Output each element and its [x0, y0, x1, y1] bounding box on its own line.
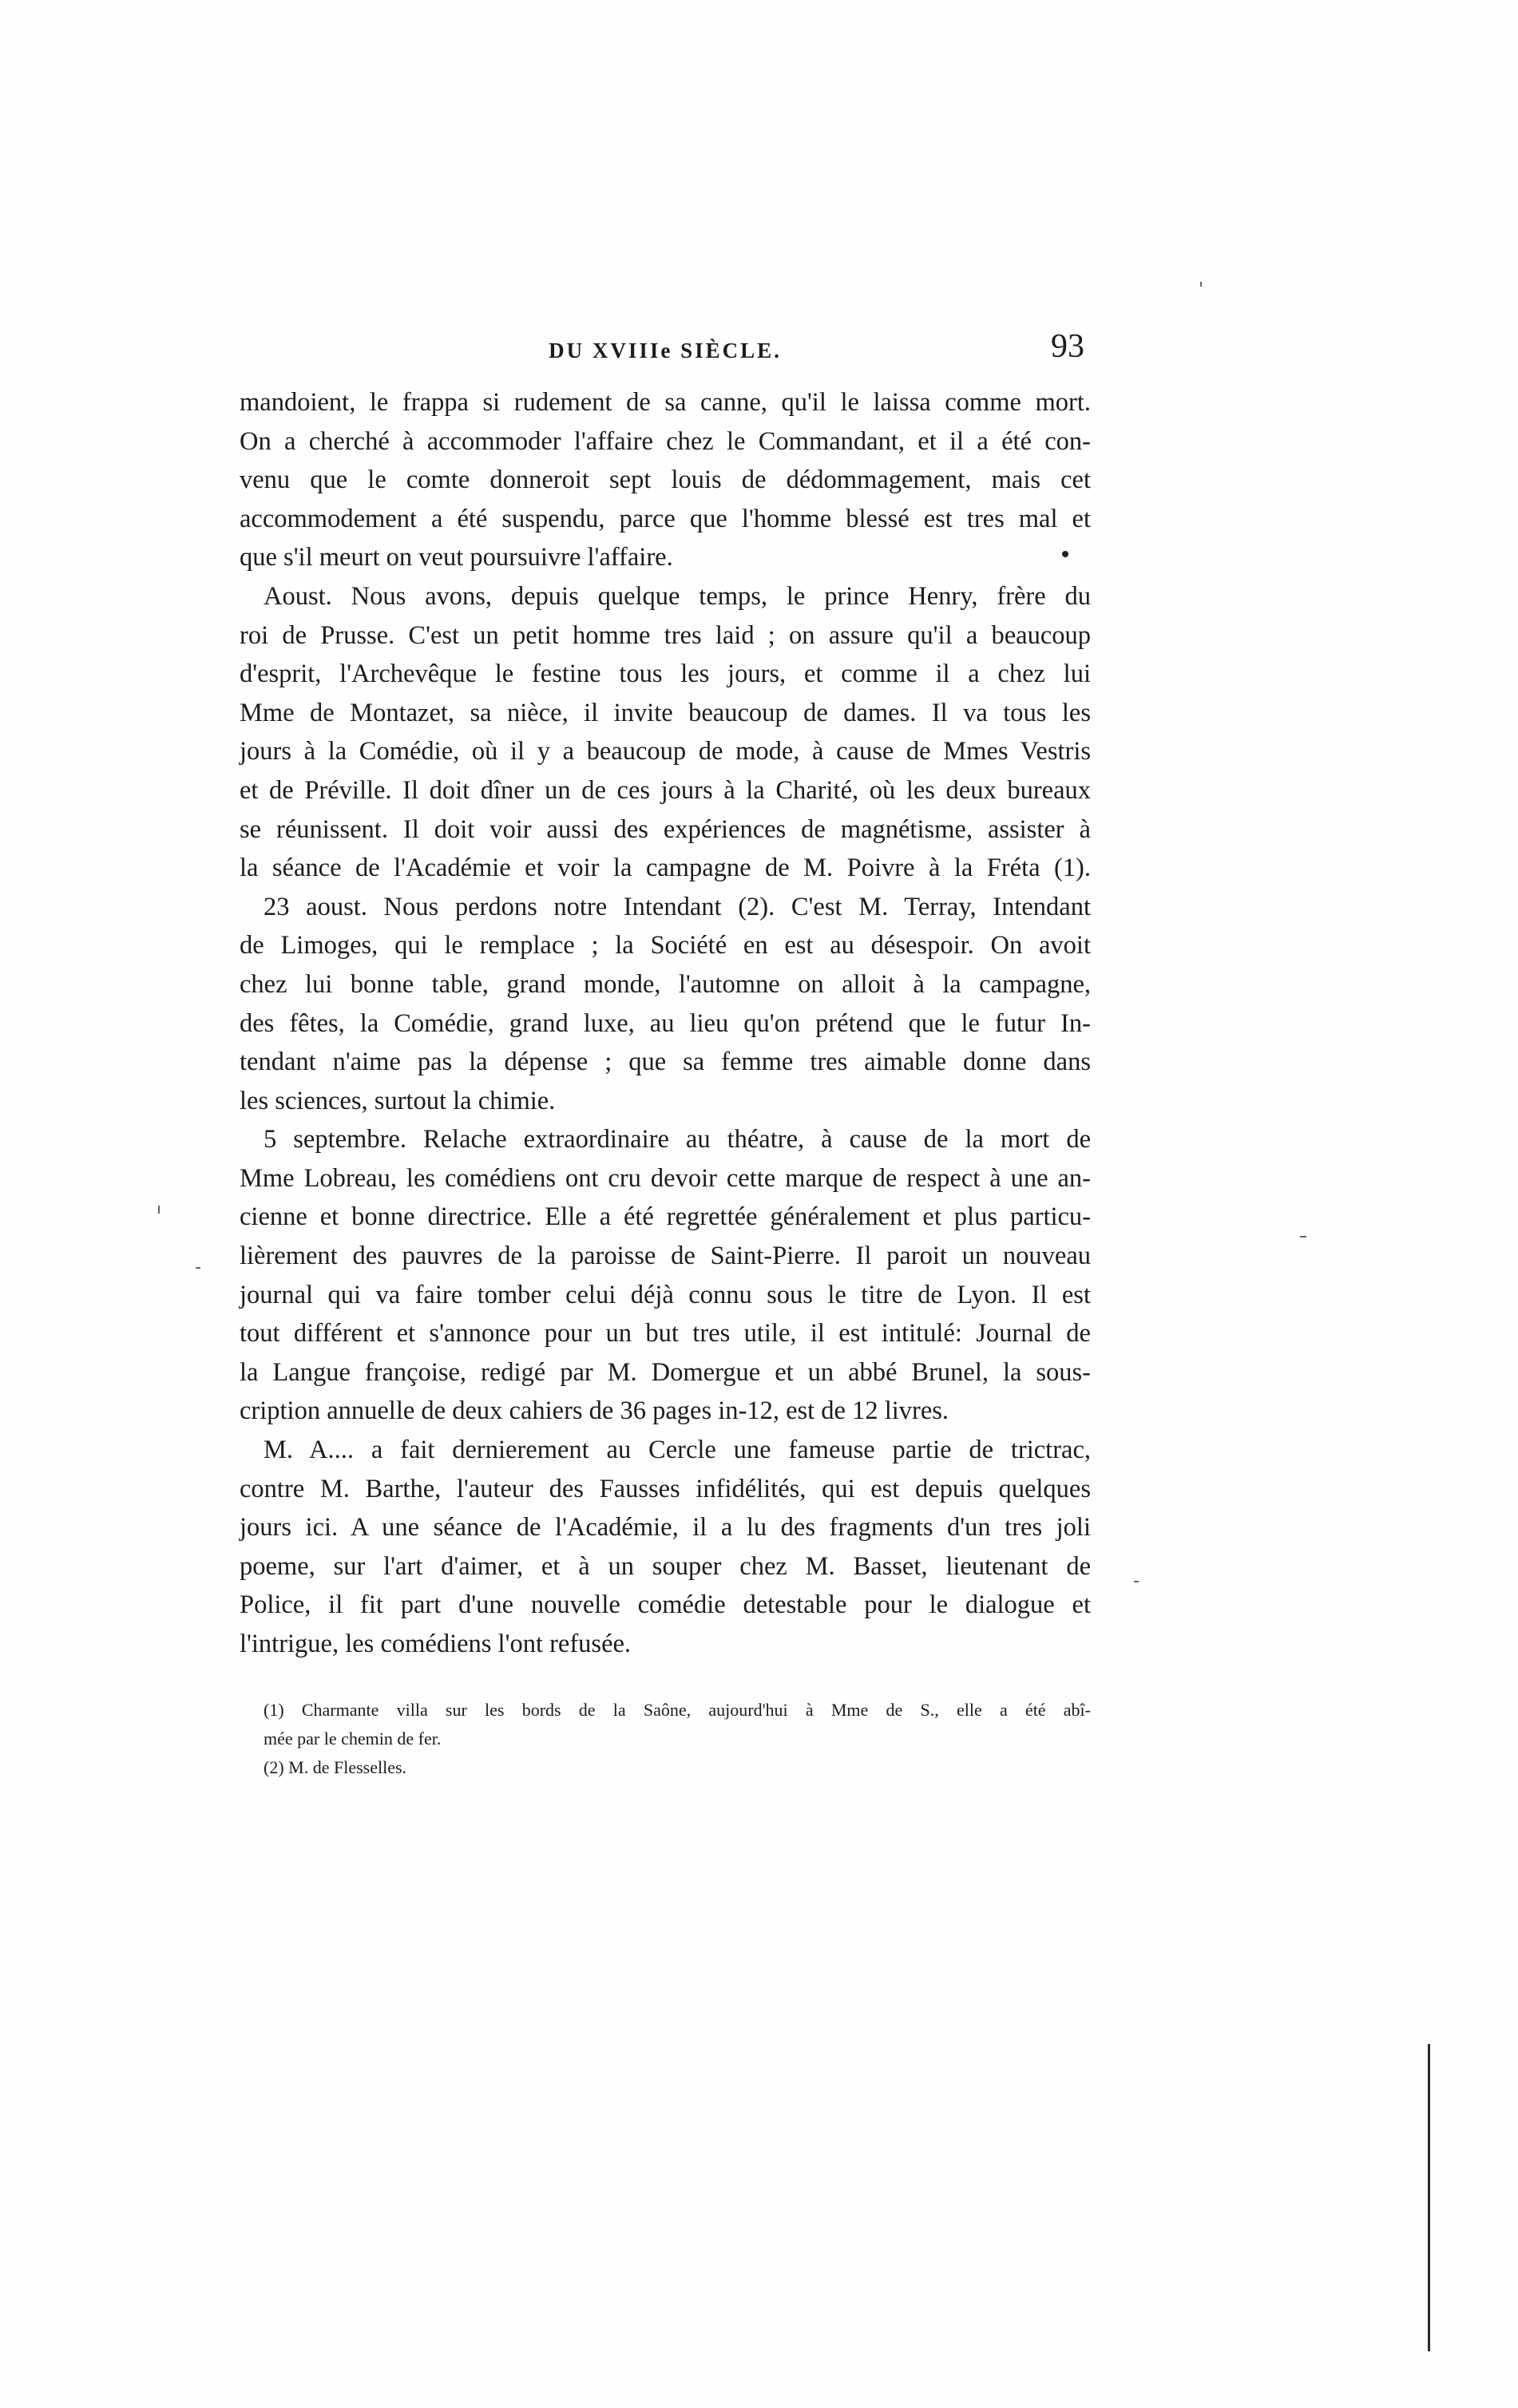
scan-speck — [1300, 1236, 1306, 1238]
footnote-line: mée par le chemin de fer. — [264, 1728, 442, 1749]
text-line: Mme de Montazet, sa nièce, il invite beaucoup de dames. Il va tous les — [240, 698, 1091, 727]
text-line: 5 septembre. Relache extraordinaire au théatre, à cause de la mort de — [264, 1125, 1091, 1154]
text-line: Aoust. Nous avons, depuis quelque temps, le prince Henry, frère du — [264, 581, 1091, 611]
text-line: se réunissent. Il doit voir aussi des expériences de magnétisme, assister à — [240, 814, 1091, 844]
text-line: accommodement a été suspendu, parce que l'homme blessé est tres mal et — [240, 504, 1091, 533]
scan-speck — [1134, 1581, 1139, 1582]
text-line: l'intrigue, les comédiens l'ont refusée. — [240, 1630, 632, 1658]
text-line: journal qui va faire tomber celui déjà connu sous le titre de Lyon. Il est — [240, 1280, 1091, 1309]
footnote-line: (2) M. de Flesselles. — [264, 1756, 407, 1777]
text-line: cription annuelle de deux cahiers de 36 pages in-12, est de 12 livres. — [240, 1396, 949, 1426]
paragraph-1 — [240, 383, 1091, 577]
scan-speck — [196, 1267, 200, 1269]
footnote-2 — [240, 1753, 1091, 1782]
footnote-1 — [240, 1696, 1091, 1753]
text-line: tendant n'aime pas la dépense ; que sa femme tres aimable donne dans — [240, 1048, 1091, 1077]
text-block — [240, 328, 1091, 1782]
text-line: cienne et bonne directrice. Elle a été regrettée généralement et plus particu- — [240, 1202, 1091, 1232]
text-line: poeme, sur l'art d'aimer, et à un souper chez M. Basset, lieutenant de — [240, 1551, 1091, 1581]
paragraph-3 — [240, 888, 1091, 1121]
text-line: mandoient, le frappa si rudement de sa canne, qu'il le laissa comme mort. — [240, 388, 1091, 417]
page-number: 93 — [1051, 328, 1084, 365]
text-line: et de Préville. Il doit dîner un de ces jours à la Charité, où les deux bureaux — [240, 775, 1091, 805]
text-line: roi de Prusse. C'est un petit homme tres laid ; on assure qu'il a beaucoup — [240, 620, 1091, 650]
ink-dot-mark — [1062, 551, 1068, 557]
text-line: venu que le comte donneroit sept louis de dédommagement, mais cet — [240, 465, 1091, 495]
paragraph-4 — [240, 1120, 1091, 1431]
text-line: d'esprit, l'Archevêque le festine tous les jours, et comme il a chez lui — [240, 659, 1091, 689]
text-line: jours à la Comédie, où il y a beaucoup de mode, à cause de Mmes Vestris — [240, 737, 1091, 766]
running-title: DU XVIIIe SIÈCLE. — [549, 339, 782, 362]
paragraph-5 — [240, 1431, 1091, 1664]
footnote-line: (1) Charmante villa sur les bords de la Saône, aujourd'hui à Mme de S., elle a été abî- — [264, 1699, 1091, 1720]
text-line: les sciences, surtout la chimie. — [240, 1086, 556, 1115]
text-line: des fêtes, la Comédie, grand luxe, au lieu qu'on prétend que le futur In- — [240, 1008, 1091, 1038]
text-line: tout différent et s'annonce pour un but tres utile, il est intitulé: Journal de — [240, 1319, 1091, 1349]
scan-speck — [158, 1206, 160, 1214]
text-line: 23 aoust. Nous perdons notre Intendant (2). C'est M. Terray, Intendant — [264, 892, 1091, 921]
footnotes — [240, 1696, 1091, 1782]
margin-rule-mark — [1428, 2044, 1430, 2351]
paragraph-2 — [240, 577, 1091, 888]
text-line: que s'il meurt on veut poursuivre l'affaire. — [240, 543, 673, 572]
text-line: la séance de l'Académie et voir la campagne de M. Poivre à la Fréta (1). — [240, 853, 1091, 883]
running-head — [240, 328, 1091, 383]
text-line: jours ici. A une séance de l'Académie, il a lu des fragments d'un tres joli — [240, 1513, 1091, 1543]
scan-speck — [1200, 282, 1202, 287]
text-line: Mme Lobreau, les comédiens ont cru devoir cette marque de respect à une an- — [240, 1163, 1091, 1193]
text-line: Police, il fit part d'une nouvelle comédie detestable pour le dialogue et — [240, 1590, 1091, 1620]
text-line: On a cherché à accommoder l'affaire chez le Commandant, et il a été con- — [240, 426, 1091, 456]
text-line: de Limoges, qui le remplace ; la Société en est au désespoir. On avoit — [240, 931, 1091, 960]
text-line: contre M. Barthe, l'auteur des Fausses infidélités, qui est depuis quelques — [240, 1474, 1091, 1503]
text-line: la Langue françoise, redigé par M. Domergue et un abbé Brunel, la sous- — [240, 1357, 1091, 1387]
text-line: M. A.... a fait dernierement au Cercle une fameuse partie de trictrac, — [264, 1436, 1091, 1465]
text-line: lièrement des pauvres de la paroisse de Saint-Pierre. Il paroit un nouveau — [240, 1242, 1091, 1271]
text-line: chez lui bonne table, grand monde, l'automne on alloit à la campagne, — [240, 969, 1091, 999]
